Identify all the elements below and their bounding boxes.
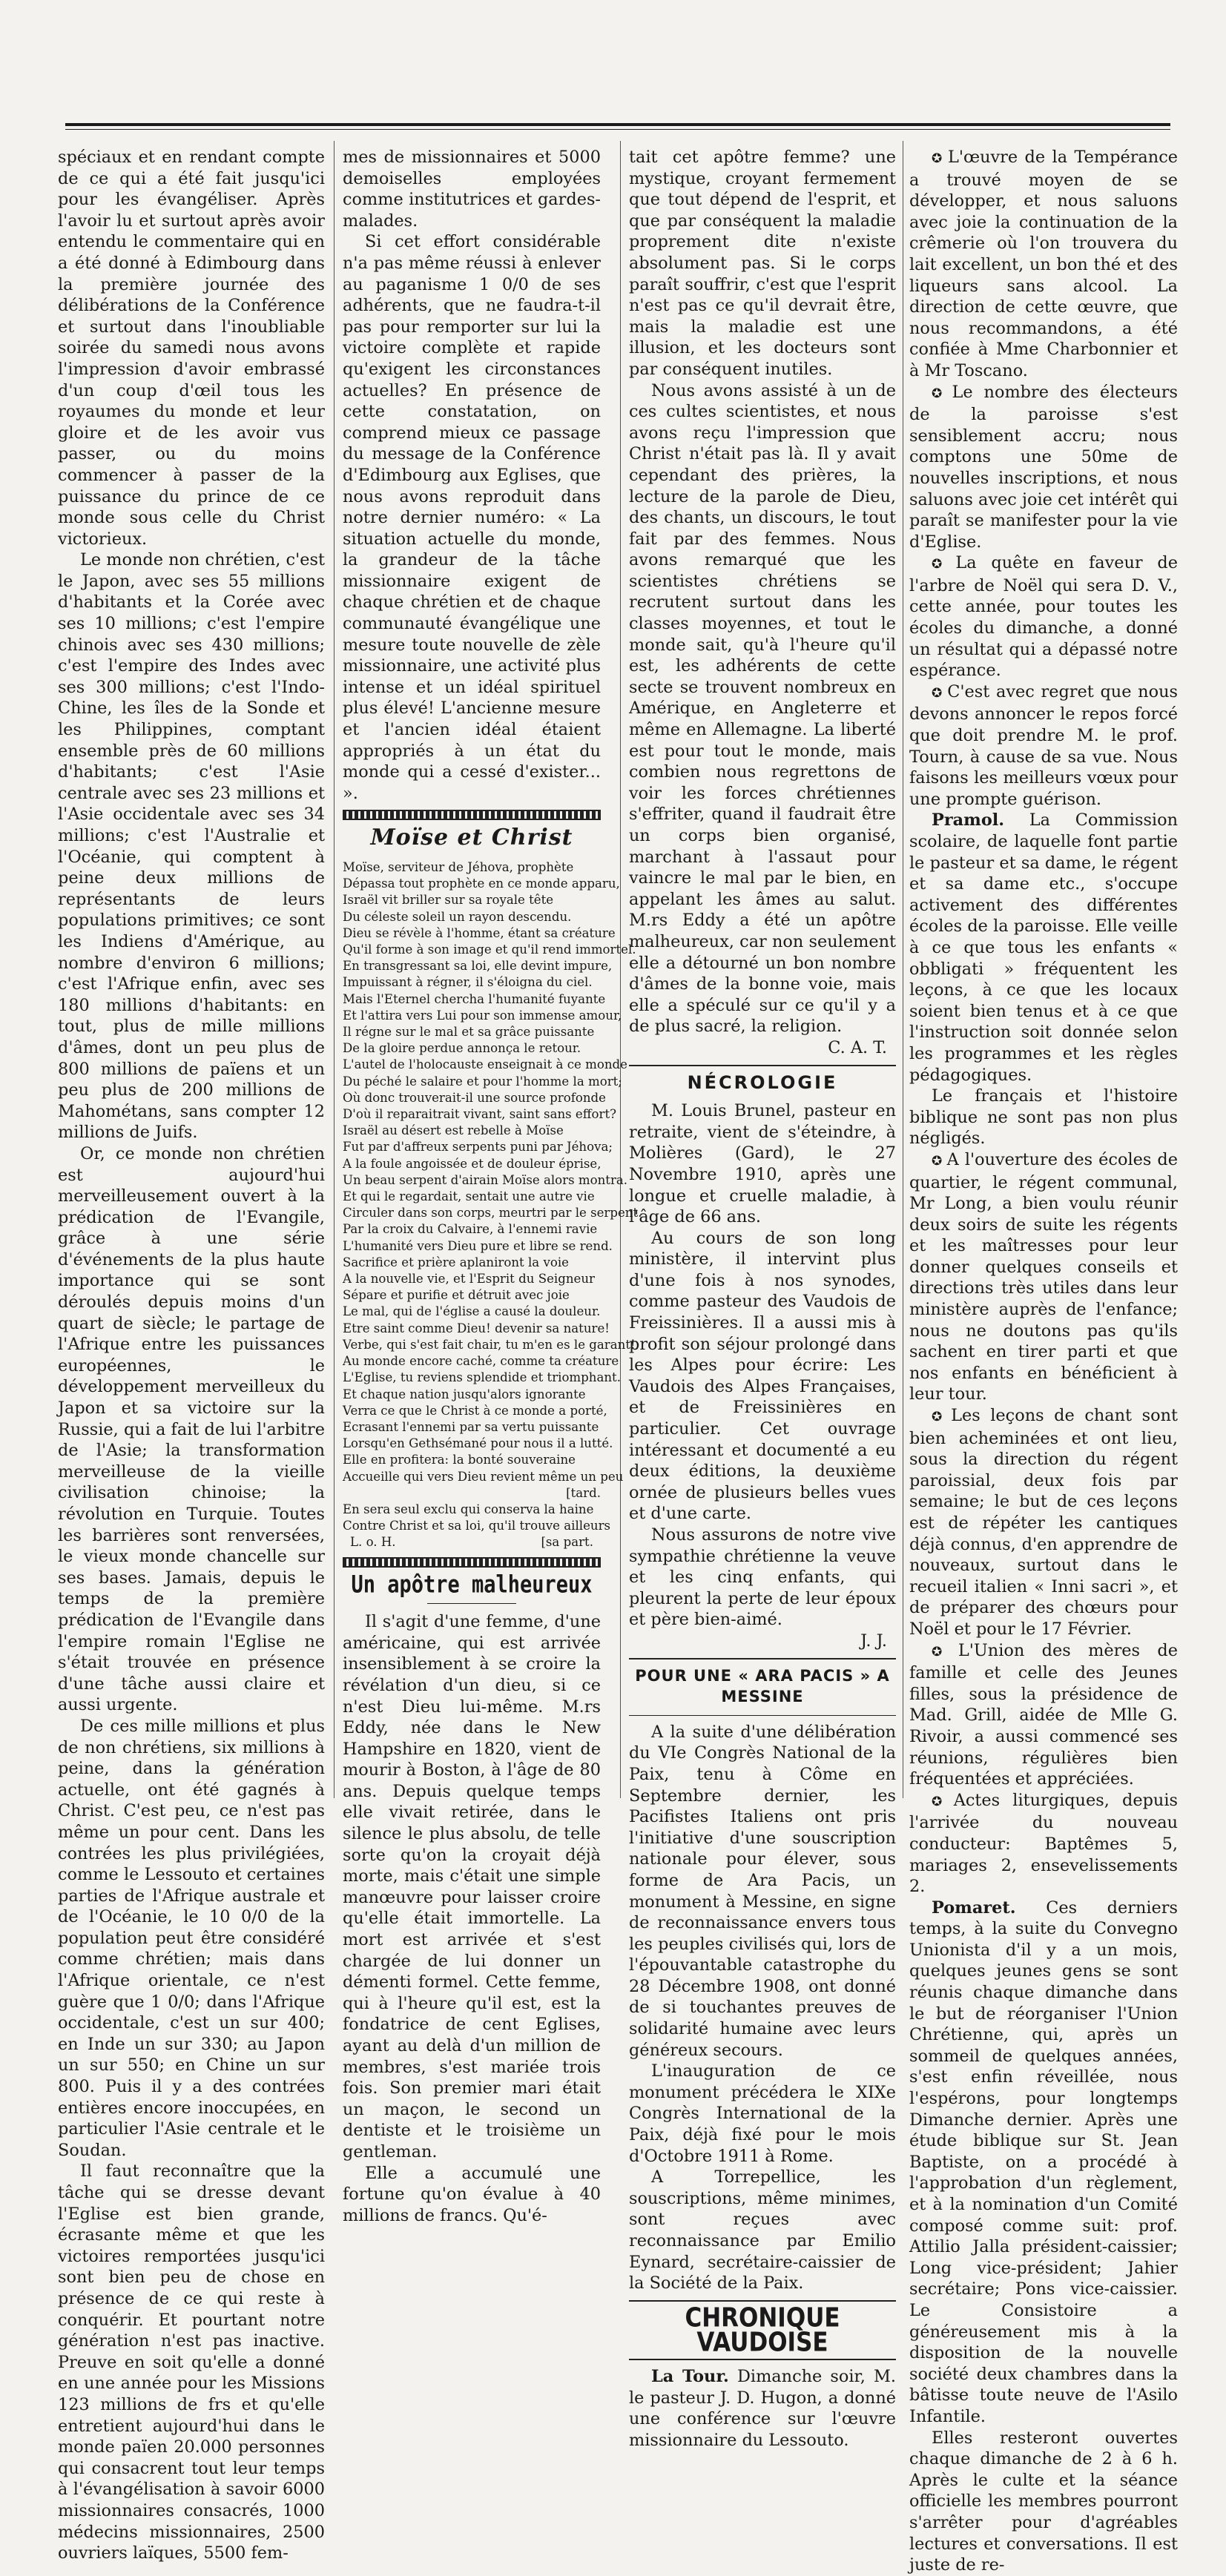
- paragraph: Elle a accumulé une fortune qu'on évalue à 40 millions de francs. Qu'é-: [343, 2163, 601, 2225]
- poem-line: Verbe, qui s'est fait chair, tu m'en es le garant!: [343, 1337, 636, 1352]
- paragraph: Si cet effort considérable n'a pas même réussi à enlever au paganisme 1 0/0 de ses adhérents, que ne faudra-t-il pas pour remporter sur lui la victoire complète et rapide qu'exigent les circonstances actuelles? En présence de cette constatation, on comprend mieux ce passage du message de la Conférence d'Edimbourg aux Eglises, que nous avons reproduit dans notre dernier numéro: « La situation actuelle du monde, la grandeur de la tâche missionnaire exigent de chaque chrétien et de chaque communauté évangélique une mesure toute nouvelle de zèle missionnaire, une activité plus intense et un idéal spirituel plus élevé! L'ancienne mesure et l'ancien idéal étaient appropriés à un état du monde qui a cessé d'exister... ».: [343, 232, 601, 803]
- paragraph: mes de missionnaires et 5000 demoiselles employées comme institutrices et gardes-malades.: [343, 148, 601, 231]
- section-title: NÉCROLOGIE: [687, 1071, 838, 1093]
- paragraph: M. Louis Brunel, pasteur en retraite, vient de s'éteindre, à Molières (Gard), le 27 Novembre 1910, après une longue et cruelle maladie, à l'âge de 66 ans.: [629, 1101, 896, 1227]
- column-1: [58, 147, 325, 2563]
- poem-line: Par la croix du Calvaire, à l'ennemi ravie: [343, 1222, 598, 1237]
- poem-line: Sacrifice et prière aplaniront la voie: [343, 1255, 569, 1269]
- place-label: Pomaret.: [932, 1898, 1016, 1918]
- poem-line: L'Eglise, tu reviens splendide et triomphant.: [343, 1370, 622, 1385]
- paragraph: ✪ Actes liturgiques, depuis l'arrivée du nouveau conducteur: Baptêmes 5, mariages 2, ensevelissements 2.: [909, 1790, 1178, 1898]
- poem-line: Dieu se révèle à l'homme, étant sa créature: [343, 925, 616, 940]
- poem-line: Accueille qui vers Dieu revient même un peu: [343, 1469, 624, 1484]
- paragraph: L'inauguration de ce monument précédera le XIXe Congrès International de la Paix, déjà fixé pour le mois d'Octobre 1911 à Rome.: [629, 2061, 896, 2166]
- paragraph: La Commission scolaire, de laquelle font partie le pasteur et sa dame, le régent et sa dame etc., s'occupe activement des différentes écoles de la paroisse. Elle veille à ce que tous les enfants « obbligati » fréquentent les leçons, à ce que les locaux soient bien tenus et à ce que l'instruction soit donnée selon les programmes et les règles pédagogiques.: [909, 810, 1178, 1085]
- article-title: Un apôtre malheureux: [351, 1571, 593, 1599]
- poem-line: Etre saint comme Dieu! devenir sa nature!: [343, 1321, 610, 1335]
- paragraph: A Torrepellice, les souscriptions, même minimes, sont reçues avec reconnaissance par Emilio Eynard, secrétaire-caissier de la Société de la Paix.: [629, 2167, 896, 2293]
- paragraph: ✪ C'est avec regret que nous devons annoncer le repos forcé que doit prendre M. le prof. Tourn, à cause de sa vue. Nous faisons les meilleurs vœux pour une prompte guérison.: [909, 681, 1178, 810]
- paragraph: Il s'agit d'une femme, d'une américaine, qui est arrivée insensiblement à se croire la révélation d'un dieu, si ce n'est Dieu lui-même. M.rs Eddy, née dans le New Hampshire en 1820, vient de mourir à Boston, à l'âge de 80 ans. Depuis quelque temps elle vivait retirée, dans le silence le plus absolu, de telle sorte qu'on la croyait déjà morte, mais c'était une simple manœuvre pour laisser croire qu'elle était immortelle. La mort est arrivée et s'est chargée de lui donner un démenti formel. Cette femme, qui à l'heure qu'il est, est la fondatrice de cent Eglises, ayant au delà d'un million de membres, s'est mariée trois fois. Son premier mari était un maçon, le second un dentiste et le troisième un gentleman.: [343, 1612, 601, 2161]
- poem-line: L'autel de l'holocauste enseignait à ce monde: [343, 1057, 627, 1072]
- section-title: CHRONIQUE VAUDOISE: [685, 2302, 840, 2358]
- poem-title: Moïse et Christ: [370, 825, 573, 851]
- header-rule: [65, 123, 1170, 126]
- poem-line: Et l'attira vers Lui pour son immense amour,: [343, 1008, 622, 1023]
- poem-signature: L. o. H.: [350, 1535, 396, 1550]
- poem-line: Au monde encore caché, comme ta créature: [343, 1354, 619, 1369]
- poem-line-tail: [tard.: [566, 1485, 601, 1500]
- poem-line: Où donc trouverait-il une source profonde: [343, 1090, 606, 1105]
- poem-line: L'humanité vers Dieu pure et libre se rend.: [343, 1238, 613, 1253]
- poem-line: Mais l'Eternel chercha l'humanité fuyante: [343, 991, 606, 1006]
- poem-line: A la foule angoissée et de douleur éprise,: [343, 1156, 602, 1171]
- column-divider: [620, 141, 621, 1798]
- paragraph: Dimanche soir, M. le pasteur J. D. Hugon, a donné une conférence sur l'œuvre missionnaire du Lessouto.: [629, 2366, 896, 2450]
- column-2: [343, 147, 642, 2225]
- paragraph: tait cet apôtre femme? une mystique, croyant fermement que tout dépend de l'esprit, et que par conséquent la maladie proprement dite n'existe absolument pas. Si le corps paraît souffrir, c'est que l'esprit n'est pas ce qu'il devrait être, mais la maladie est une illusion, et les docteurs sont par conséquent inutiles.: [629, 148, 896, 379]
- paragraph: ✪ La quête en faveur de l'arbre de Noël qui sera D. V., cette année, pour toutes les écoles du dimanche, a donné un résultat qui a dépassé notre espérance.: [909, 552, 1178, 681]
- article-signature: J. J.: [860, 1631, 887, 1651]
- paragraph: ✪ Les leçons de chant sont bien acheminées et ont lieu, sous la direction du régent paroissial, deux fois par semaine; le but de ces leçons est de répéter les cantiques déjà connus, d'en apprendre de nouveaux, surtout dans le recueil italien « Inni sacri », et de préparer des chœurs pour Noël et pour le 17 Février.: [909, 1405, 1178, 1640]
- poem-line: Fut par d'affreux serpents puni par Jéhova;: [343, 1140, 613, 1155]
- article-signature: C. A. T.: [828, 1037, 887, 1057]
- paragraph: Elles resteront ouvertes chaque dimanche de 2 à 6 h. Après le culte et la séance officielle les membres pourront s'arrêter pour d'agréables lectures et conversations. Il est juste de re-: [909, 2428, 1178, 2575]
- poem-line: Et qui le regardait, sentait une autre vie: [343, 1189, 595, 1204]
- paragraph: De ces mille millions et plus de non chrétiens, six millions à peine, dans la génération actuelle, ont été gagnés à Christ. C'est peu, ce n'est pas même un pour cent. Dans les contrées les plus privilégiées, comme le Lessouto et certaines parties de l'Afrique australe et de l'Océanie, le 10 0/0 de la population peut être considéré comme chrétien; mais dans l'Afrique orientale, ce n'est guère que 1 0/0; dans l'Afrique occidentale, c'est un sur 400; en Inde un sur 330; au Japon un sur 550; en Chine un sur 800. Puis il y a des contrées entières encore inoccupées, en particulier l'Asie centrale et le Soudan.: [58, 1716, 325, 2160]
- column-3: [629, 147, 896, 2450]
- paragraph: ✪ L'Union des mères de famille et celle des Jeunes filles, sous la présidence de Mad. Grill, aidée de Mlle G. Rivoir, a aussi commencé ses réunions, régulières bien fréquentées et appréciées.: [909, 1640, 1178, 1790]
- poem-line: Du céleste soleil un rayon descendu.: [343, 909, 572, 924]
- poem-line: Circuler dans son corps, meurtri par le serpent.: [343, 1206, 642, 1221]
- poem-line: Israël vit briller sur sa royale tête: [343, 893, 554, 908]
- paragraph: A la suite d'une délibération du VIe Congrès National de la Paix, tenu à Côme en Septembre dernier, les Pacifistes Italiens ont pris l'initiative d'une souscription nationale pour élever, sous forme de Ara Pacis, un monument à Messine, en signe de reconnaissance envers tous les peuples civilisés qui, lors de l'épouvantable catastrophe du 28 Décembre 1908, ont donné de si touchantes preuves de solidarité humaine avec leurs généreux secours.: [629, 1722, 896, 2060]
- section-rule: [629, 1658, 896, 1659]
- poem-line: Moïse, serviteur de Jéhova, prophète: [343, 860, 574, 874]
- poem-line: Contre Christ et sa loi, qu'il trouve ailleurs: [343, 1519, 611, 1533]
- poem-line: Verra ce que le Christ à ce monde a porté,: [343, 1403, 607, 1418]
- poem-line: Et chaque nation jusqu'alors ignorante: [343, 1387, 586, 1401]
- poem-line: Ecrasant l'ennemi par sa vertu puissante: [343, 1419, 599, 1434]
- paragraph: ✪ L'œuvre de la Tempérance a trouvé moyen de se développer, et nous saluons avec joie la continuation de la crêmerie où l'on trouvera du lait excellent, un bon thé et des liqueurs sans alcool. La direction de cette œuvre, que nous recommandons, a été confiée à Mme Charbonnier et à Mr Toscano.: [909, 147, 1178, 382]
- poem-line: Il régne sur le mal et sa grâce puissante: [343, 1025, 595, 1040]
- poem-line-tail: [sa part.: [541, 1535, 593, 1550]
- poem-line: Israël au désert est rebelle à Moïse: [343, 1123, 564, 1138]
- paragraph: ✪ A l'ouverture des écoles de quartier, le régent communal, Mr Long, a bien voulu réunir deux soirs de suite les régents et les maîtresses pour leur donner quelques conseils et directions très utiles dans leur ministère auprès de l'enfance; nous ne doutons pas qu'ils sachent en tirer parti et que nos enfants en bénéficient à leur tour.: [909, 1149, 1178, 1405]
- place-label: La Tour.: [651, 2366, 729, 2386]
- paragraph: Nous avons assisté à un de ces cultes scientistes, et nous avons reçu l'impression que Christ n'était pas là. Il y avait cependant des prières, la lecture de la parole de Dieu, des chants, un discours, le tout fait par des femmes. Nous avons remarqué que les scientistes chrétiens se recrutent surtout dans les classes moyennes, et tout le monde sait, qu'à l'heure qu'il est, les adhérents de cette secte se trouvent nombreux en Amérique, en Angleterre et même en Allemagne. La liberté est pour tout le monde, mais combien nous regrettons de voir les forces chrétiennes s'effriter, quand il faudrait être un corps bien organisé, marchant à l'assaut pour vaincre le mal par le bien, en appelant les âmes au salut. M.rs Eddy a été un apôtre malheureux, car non seulement elle a détourné un bon nombre d'âmes de la bonne voie, mais elle a spéculé sur ce qu'il y a de plus sacré, la religion.: [629, 380, 896, 1037]
- paragraph: Nous assurons de notre vive sympathie chrétienne la veuve et les cinq enfants, qui pleurent la perte de leur époux et père bien-aimé.: [629, 1525, 896, 1630]
- poem-line: Dépassa tout prophète en ce monde apparu,: [343, 876, 620, 891]
- ornament-divider: [343, 810, 601, 820]
- section-title: POUR UNE « ARA PACIS » A MESSINE: [635, 1666, 890, 1706]
- place-label: Pramol.: [932, 810, 1005, 830]
- section-rule: [629, 1715, 896, 1716]
- poem-line: En transgressant sa loi, elle devint impure,: [343, 959, 613, 974]
- poem-line: Du péché le salaire et pour l'homme la mort;: [343, 1074, 622, 1089]
- poem-line: De la gloire perdue annonça le retour.: [343, 1041, 581, 1056]
- poem-line: Qu'il forme à son image et qu'il rend immortel.: [343, 942, 636, 957]
- poem: [343, 859, 642, 1551]
- section-rule: [629, 2300, 896, 2302]
- poem-line: Lorsqu'en Gethsémané pour nous il a lutté.: [343, 1436, 613, 1451]
- poem-line: A la nouvelle vie, et l'Esprit du Seigneur: [343, 1272, 595, 1287]
- section-rule: [629, 1065, 896, 1066]
- poem-line: Sépare et purifie et détruit avec joie: [343, 1288, 570, 1303]
- paragraph: Il faut reconnaître que la tâche qui se dresse devant l'Eglise est bien grande, écrasante même et que les victoires remportées jusqu'ici sont bien peu de chose en présence de ce qui reste à conquérir. Et pourtant notre génération n'est pas inactive. Preuve en soit qu'elle a donné en une année pour les Missions 123 millions de frs et qu'elle entretient aujourd'hui dans le monde païen 20.000 personnes qui consacrent tout leur temps à l'évangélisation à savoir 6000 missionnaires consacrés, 1000 médecins missionnaires, 2500 ouvriers laïques, 5500 fem-: [58, 2161, 325, 2563]
- section-rule: [629, 2359, 896, 2360]
- paragraph: ✪ Le nombre des électeurs de la paroisse s'est sensiblement accru; nous comptons une 50me de nouvelles inscriptions, et nous saluons avec joie cet intérêt qui paraît se manifester pour la vie d'Eglise.: [909, 382, 1178, 553]
- poem-line: Le mal, qui de l'église a causé la douleur.: [343, 1304, 601, 1319]
- paragraph: Au cours de son long ministère, il intervint plus d'une fois à nos synodes, comme pasteur des Vaudois de Freissinières. Il a aussi mis à profit son séjour prolongé dans les Alpes pour écrire: Les Vaudois des Alpes Françaises, et de Freissinières en particulier. Cet ouvrage intéressant et documenté a eu deux éditions, la deuxième ornée de plusieurs belles vues et d'une carte.: [629, 1228, 896, 1524]
- title-underline: [427, 1603, 516, 1604]
- ornament-divider: [343, 1557, 601, 1568]
- paragraph: Le français et l'histoire biblique ne sont pas non plus négligés.: [909, 1086, 1178, 1149]
- poem-line: Elle en profitera: la bonté souveraine: [343, 1453, 576, 1467]
- column-4: [909, 147, 1179, 2575]
- paragraph: Ces derniers temps, à la suite du Convegno Unionista d'il y a un mois, quelques jeunes gens se sont réunis chaque dimanche dans le but de réorganiser l'Union Chrétienne, qui, après un sommeil de quelques années, s'est enfin réveillée, nous l'espérons, pour longtemps Dimanche dernier. Après une étude biblique sur St. Jean Baptiste, on a procédé à l'approbation d'un règlement, et à la nomination d'un Comité composé comme suit: prof. Attilio Jalla président-caissier; Long vice-président; Jahier secrétaire; Pons vice-caissier. Le Consistoire a généreusement mis à la disposition de la nouvelle société deux chambres dans la bâtisse toute neuve de l'Asilo Infantile.: [909, 1898, 1178, 2426]
- poem-line: Impuissant à régner, il s'éloigna du ciel.: [343, 975, 593, 990]
- poem-line: Un beau serpent d'airain Moïse alors montra.: [343, 1172, 628, 1187]
- poem-line: En sera seul exclu qui conserva la haine: [343, 1502, 594, 1516]
- paragraph: spéciaux et en rendant compte de ce qui a été fait jusqu'ici pour les évangéliser. Après l'avoir lu et surtout après avoir entendu le commentaire qui en a été donné à Edimbourg dans la première journée des délibérations de la Conférence et surtout dans l'inoubliable soirée du samedi nous avons l'impression d'avoir embrassé d'un coup d'œil tous les royaumes du monde et leur gloire et de les avoir vus passer, ou du moins commencer à passer de la puissance du prince de ce monde sous celle du Christ victorieux.: [58, 148, 325, 549]
- header-rule-thin: [65, 129, 1170, 130]
- paragraph: Le monde non chrétien, c'est le Japon, avec ses 55 millions d'habitants et la Corée avec ses 10 millions; c'est l'empire chinois avec ses 430 millions; c'est l'empire des Indes avec ses 300 millions; c'est l'Indo-Chine, les îles de la Sonde et les Philippines, comptant ensemble près de 60 millions d'habitants; c'est l'Asie centrale avec ses 23 millions et l'Asie occidentale avec ses 34 millions; c'est l'Australie et l'Océanie, qui comptent à peine deux millions de représentants de leurs populations primitives; ce sont les Indiens d'Amérique, au nombre d'environ 6 millions; c'est l'Afrique enfin, avec ses 180 millions d'habitants: en tout, plus de mille millions d'âmes, dont un peu plus de 800 millions de païens et un peu plus de 200 millions de Mahométans, sans compter 12 millions de Juifs.: [58, 550, 325, 1143]
- paragraph: Or, ce monde non chrétien est aujourd'hui merveilleusement ouvert à la prédication de l'Evangile, grâce à une série d'événements de la plus haute importance qui se sont déroulés depuis moins d'un quart de siècle; le partage de l'Afrique entre les puissances européennes, le développement merveilleux du Japon et sa victoire sur la Russie, qui a fait de lui l'arbitre de l'Asie; la transformation merveilleuse de la vieille civilisation chinoise; la révolution en Turquie. Toutes les barrières sont renversées, le vieux monde chancelle sur ses bases. Jamais, depuis le temps de la première prédication de l'Evangile dans l'empire romain l'Eglise ne s'était trouvée en présence d'une tâche aussi claire et aussi urgente.: [58, 1143, 325, 1715]
- poem-line: D'où il reparaitrait vivant, saint sans effort?: [343, 1107, 617, 1122]
